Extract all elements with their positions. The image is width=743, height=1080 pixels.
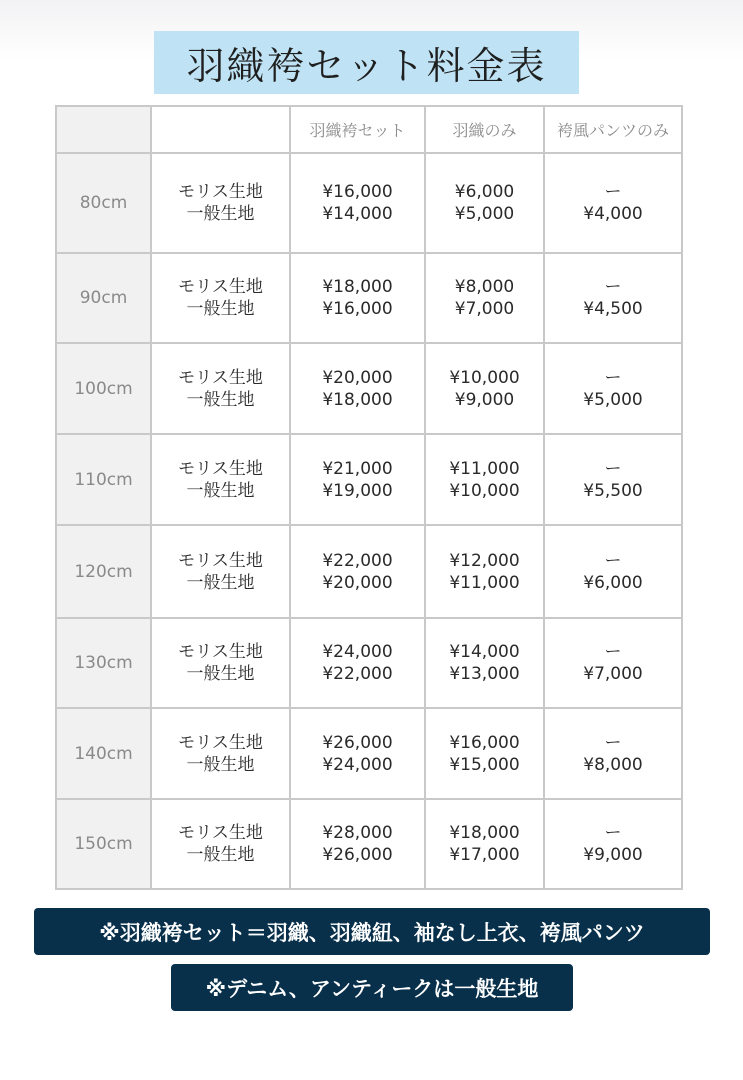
line-moris: ¥20,000 [322, 367, 393, 388]
line-general: ¥5,500 [583, 480, 643, 501]
line-moris: モリス生地 [178, 732, 263, 753]
table-row [56, 708, 682, 799]
line-general: ¥14,000 [322, 204, 393, 224]
fabric-cell [151, 153, 290, 253]
line-moris: ー [604, 182, 622, 202]
fabric-cell [151, 343, 290, 434]
line-moris: モリス生地 [178, 823, 263, 843]
line-general: 一般生地 [186, 845, 255, 865]
line-general: 一般生地 [186, 480, 255, 501]
line-moris: ¥8,000 [454, 277, 515, 297]
line-general: 一般生地 [186, 664, 255, 684]
line-moris: モリス生地 [178, 182, 263, 202]
line-moris: ¥16,000 [449, 732, 520, 753]
haori-price-cell [425, 153, 544, 253]
fabric-cell [151, 525, 290, 618]
line-moris: ー [604, 458, 622, 479]
pants-price-cell [544, 343, 682, 434]
table-row [56, 343, 682, 434]
pants-price-cell [544, 525, 682, 618]
size-cell: 80cm [56, 153, 151, 253]
size-cell: 120cm [56, 525, 151, 618]
line-moris: ¥6,000 [454, 182, 515, 202]
line-moris: ¥18,000 [322, 277, 393, 297]
line-moris: ー [604, 550, 622, 571]
line-general: ¥24,000 [322, 754, 393, 775]
line-moris: ¥26,000 [322, 732, 393, 753]
pants-price-cell [544, 153, 682, 253]
size-cell: 150cm [56, 799, 151, 889]
haori-price-cell [425, 253, 544, 343]
table-row [56, 153, 682, 253]
haori-price-cell [425, 708, 544, 799]
line-moris: ー [604, 367, 622, 388]
header-size-cell [56, 106, 151, 153]
set-price-cell [290, 618, 425, 708]
set-price-cell [290, 153, 425, 253]
line-general: ¥4,500 [583, 299, 643, 319]
fabric-cell [151, 708, 290, 799]
fabric-cell [151, 434, 290, 525]
line-moris: モリス生地 [178, 550, 263, 571]
page-title: 羽織袴セット料金表 [154, 31, 579, 94]
header-haori-price: 羽織のみ [425, 106, 544, 153]
haori-price-cell [425, 618, 544, 708]
line-general: ¥18,000 [322, 389, 393, 410]
note-fabric-classification: ※デニム、アンティークは一般生地 [171, 964, 573, 1011]
line-moris: ¥28,000 [322, 823, 393, 843]
header-fabric-cell [151, 106, 290, 153]
line-general: ¥4,000 [583, 204, 643, 224]
line-general: ¥16,000 [322, 299, 393, 319]
size-cell: 100cm [56, 343, 151, 434]
line-moris: モリス生地 [178, 642, 263, 662]
line-general: ¥9,000 [583, 845, 643, 865]
haori-price-cell [425, 799, 544, 889]
line-general: ¥20,000 [322, 572, 393, 593]
line-moris: ー [604, 277, 622, 297]
table-row [56, 253, 682, 343]
pants-price-cell [544, 618, 682, 708]
pants-price-cell [544, 253, 682, 343]
line-general: 一般生地 [186, 572, 255, 593]
line-moris: ー [604, 642, 622, 662]
set-price-cell [290, 525, 425, 618]
line-general: ¥19,000 [322, 480, 393, 501]
fabric-cell [151, 618, 290, 708]
table-row [56, 618, 682, 708]
line-general: ¥11,000 [449, 572, 520, 593]
table-row [56, 525, 682, 618]
line-general: ¥15,000 [449, 754, 520, 775]
line-general: ¥17,000 [449, 845, 520, 865]
line-general: 一般生地 [186, 754, 255, 775]
line-moris: ¥16,000 [322, 182, 393, 202]
table-row [56, 434, 682, 525]
line-general: ¥8,000 [583, 754, 643, 775]
set-price-cell [290, 343, 425, 434]
set-price-cell [290, 708, 425, 799]
line-moris: ¥14,000 [449, 642, 520, 662]
line-general: 一般生地 [186, 389, 255, 410]
line-general: 一般生地 [186, 204, 255, 224]
pants-price-cell [544, 708, 682, 799]
fabric-cell [151, 799, 290, 889]
line-moris: ¥12,000 [449, 550, 520, 571]
header-pants-price: 袴風パンツのみ [544, 106, 682, 153]
line-general: ¥13,000 [449, 664, 520, 684]
haori-price-cell [425, 525, 544, 618]
set-price-cell [290, 434, 425, 525]
line-moris: モリス生地 [178, 458, 263, 479]
size-cell: 140cm [56, 708, 151, 799]
line-general: ¥26,000 [322, 845, 393, 865]
line-moris: ¥10,000 [449, 367, 520, 388]
size-cell: 90cm [56, 253, 151, 343]
line-moris: ー [604, 732, 622, 753]
set-price-cell [290, 799, 425, 889]
line-general: ¥7,000 [454, 299, 515, 319]
set-price-cell [290, 253, 425, 343]
line-general: ¥10,000 [449, 480, 520, 501]
line-general: ¥7,000 [583, 664, 643, 684]
size-cell: 130cm [56, 618, 151, 708]
line-moris: ¥11,000 [449, 458, 520, 479]
line-general: ¥5,000 [583, 389, 643, 410]
table-header-row [56, 106, 682, 153]
header-set-price: 羽織袴セット [290, 106, 425, 153]
price-table [55, 105, 683, 890]
pants-price-cell [544, 434, 682, 525]
haori-price-cell [425, 434, 544, 525]
line-moris: モリス生地 [178, 367, 263, 388]
line-general: ¥6,000 [583, 572, 643, 593]
line-moris: モリス生地 [178, 277, 263, 297]
haori-price-cell [425, 343, 544, 434]
line-general: ¥22,000 [322, 664, 393, 684]
pants-price-cell [544, 799, 682, 889]
line-moris: ¥22,000 [322, 550, 393, 571]
line-general: ¥5,000 [454, 204, 515, 224]
table-row [56, 799, 682, 889]
size-cell: 110cm [56, 434, 151, 525]
line-moris: ー [604, 823, 622, 843]
line-moris: ¥24,000 [322, 642, 393, 662]
note-set-contents: ※羽織袴セット＝羽織、羽織紐、袖なし上衣、袴風パンツ [34, 908, 710, 955]
line-general: 一般生地 [186, 299, 255, 319]
line-moris: ¥21,000 [322, 458, 393, 479]
line-moris: ¥18,000 [449, 823, 520, 843]
fabric-cell [151, 253, 290, 343]
line-general: ¥9,000 [454, 389, 515, 410]
